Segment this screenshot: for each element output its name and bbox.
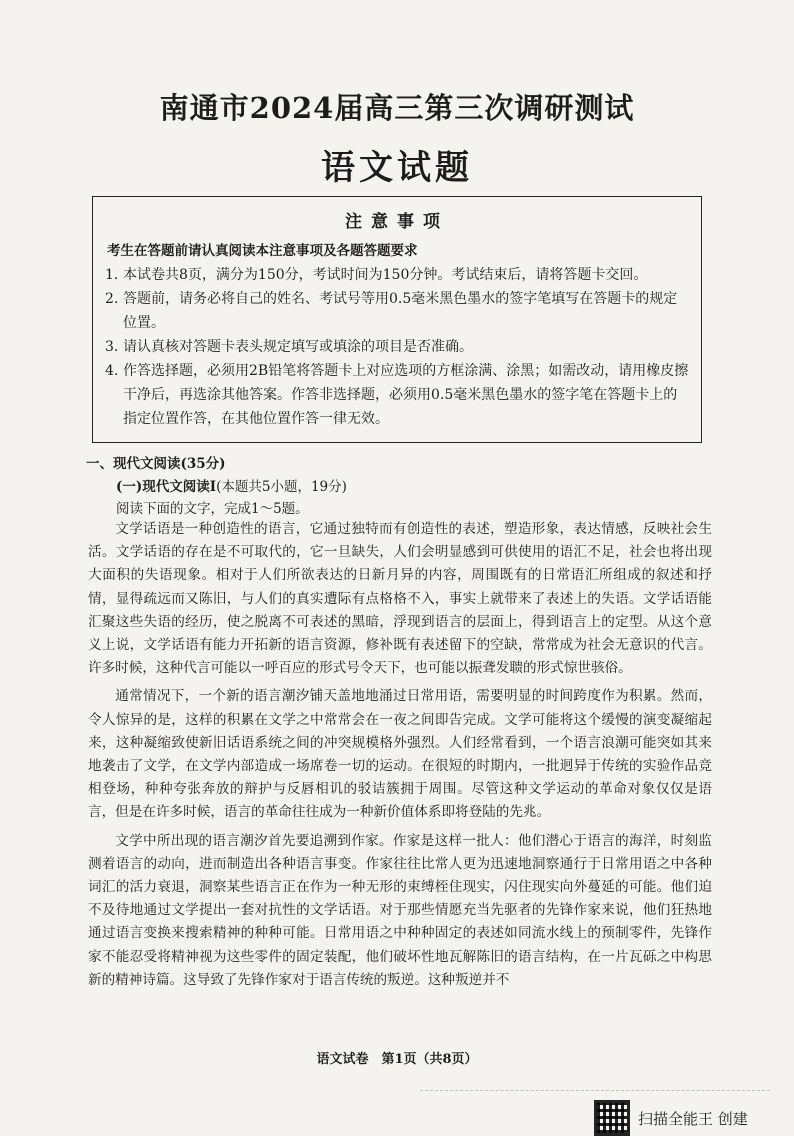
subsection-detail: (本题共5小题，19分)	[216, 479, 347, 495]
page-footer: 语文试卷 第1页（共8页）	[316, 1052, 478, 1067]
notice-item	[105, 263, 690, 287]
footer-divider	[420, 1090, 770, 1091]
notice-list	[105, 263, 690, 431]
exam-title: 南通市2024届高三第三次调研测试	[159, 91, 635, 125]
subsection-label: (一)现代文阅读Ⅰ	[116, 479, 217, 495]
notice-item-number: 4.	[105, 363, 119, 379]
reading-passage	[88, 518, 712, 992]
qr-code-icon	[594, 1100, 630, 1136]
notice-item-number: 1.	[105, 267, 119, 283]
notice-item-text: 作答选择题，必须用2B铅笔将答题卡上对应选项的方框涂满、涂黑；如需改动，请用橡皮擦干净后，再选涂其他答案。作答非选择题，必须用0.5毫米黑色墨水的签字笔在答题卡上的指定位置作答，在其他位置作答一律无效。	[123, 363, 689, 427]
notice-item-number: 3.	[105, 339, 119, 355]
section-heading: 一、现代文阅读(35分)	[86, 456, 226, 472]
notice-heading: 考生在答题前请认真阅读本注意事项及各题答题要求	[107, 243, 418, 259]
scanner-watermark-text: 扫描全能王 创建	[638, 1109, 748, 1128]
exam-subtitle: 语文试题	[321, 148, 473, 188]
passage-paragraph: 文学话语是一种创造性的语言，它通过独特而有创造性的表述，塑造形象，表达情感，反映社会生活。文学话语的存在是不可取代的，它一旦缺失，人们会明显感到可供使用的语汇不足，社会也将出现大面积的失语现象。相对于人们所欲表达的日新月异的内容，周围既有的日常语汇所组成的叙述和抒情，显得疏远而又陈旧，与人们的真实遭际有点格格不入，事实上就带来了表述上的失语。文学话语能汇聚这些失语的经历，使之脱离不可表述的黑暗，浮现到语言的层面上，得到语言上的定型。从这个意义上说，文学话语有能力开拓新的语言资源，修补既有表述留下的空缺，常常成为社会无意识的代言。许多时候，这种代言可能以一呼百应的形式号令天下，也可能以振聋发聩的形式惊世骇俗。	[88, 521, 712, 677]
passage-paragraph: 文学中所出现的语言潮汐首先要追溯到作家。作家是这样一批人：他们潜心于语言的海洋，时刻监测着语言的动向，进而制造出各种语言事变。作家往往比常人更为迅速地洞察通行于日常用语之中各种词汇的活力衰退，洞察某些语言正在作为一种无形的束缚桎住现实，闪住现实向外蔓延的可能。他们迫不及待地通过文学提出一套对抗性的文学话语。对于那些情愿充当先驱者的先锋作家来说，他们狂热地通过语言变换来搜索精神的种种可能。日常用语之中种种固定的表述如同流水线上的预制零件，先锋作家不能忍受将精神视为这些零件的固定装配，他们破坏性地瓦解陈旧的语言结构，在一片瓦砾之中构思新的精神诗篇。这导致了先锋作家对于语言传统的叛逆。这种叛逆并不	[88, 832, 712, 988]
notice-item-text: 答题前，请务必将自己的姓名、考试号等用0.5毫米黑色墨水的签字笔填写在答题卡的规定位置。	[123, 291, 678, 331]
subsection-heading	[116, 475, 347, 495]
reading-instruction: 阅读下面的文字，完成1～5题。	[116, 501, 309, 517]
passage-paragraph: 通常情况下，一个新的语言潮汐铺天盖地地涌过日常用语，需要明显的时间跨度作为积累。然而，令人惊异的是，这样的积累在文学之中常常会在一夜之间即告完成。文学可能将这个缓慢的演变凝缩起来，这种凝缩致使新旧话语系统之间的冲突规模格外强烈。人们经常看到，一个语言浪潮可能突如其来地袭击了文学，在文学内部造成一场席卷一切的运动。在很短的时期内，一批迥异于传统的实验作品竞相登场，种种夸张奔放的辩护与反唇相讥的驳诘簇拥于周围。尽管这种文学运动的革命对象仅仅是语言，但是在许多时候，语言的革命往往成为一种新价值体系即将登陆的先兆。	[88, 688, 712, 821]
notice-item	[105, 335, 690, 359]
scanner-watermark	[594, 1100, 748, 1136]
notice-box	[92, 196, 702, 443]
notice-item-text: 请认真核对答题卡表头规定填写或填涂的项目是否准确。	[123, 339, 473, 355]
notice-item	[105, 287, 690, 335]
notice-item-number: 2.	[105, 291, 119, 307]
notice-item-text: 本试卷共8页，满分为150分，考试时间为150分钟。考试结束后，请将答题卡交回。	[123, 267, 648, 283]
notice-item	[105, 359, 690, 431]
notice-title: 注意事项	[345, 212, 449, 232]
